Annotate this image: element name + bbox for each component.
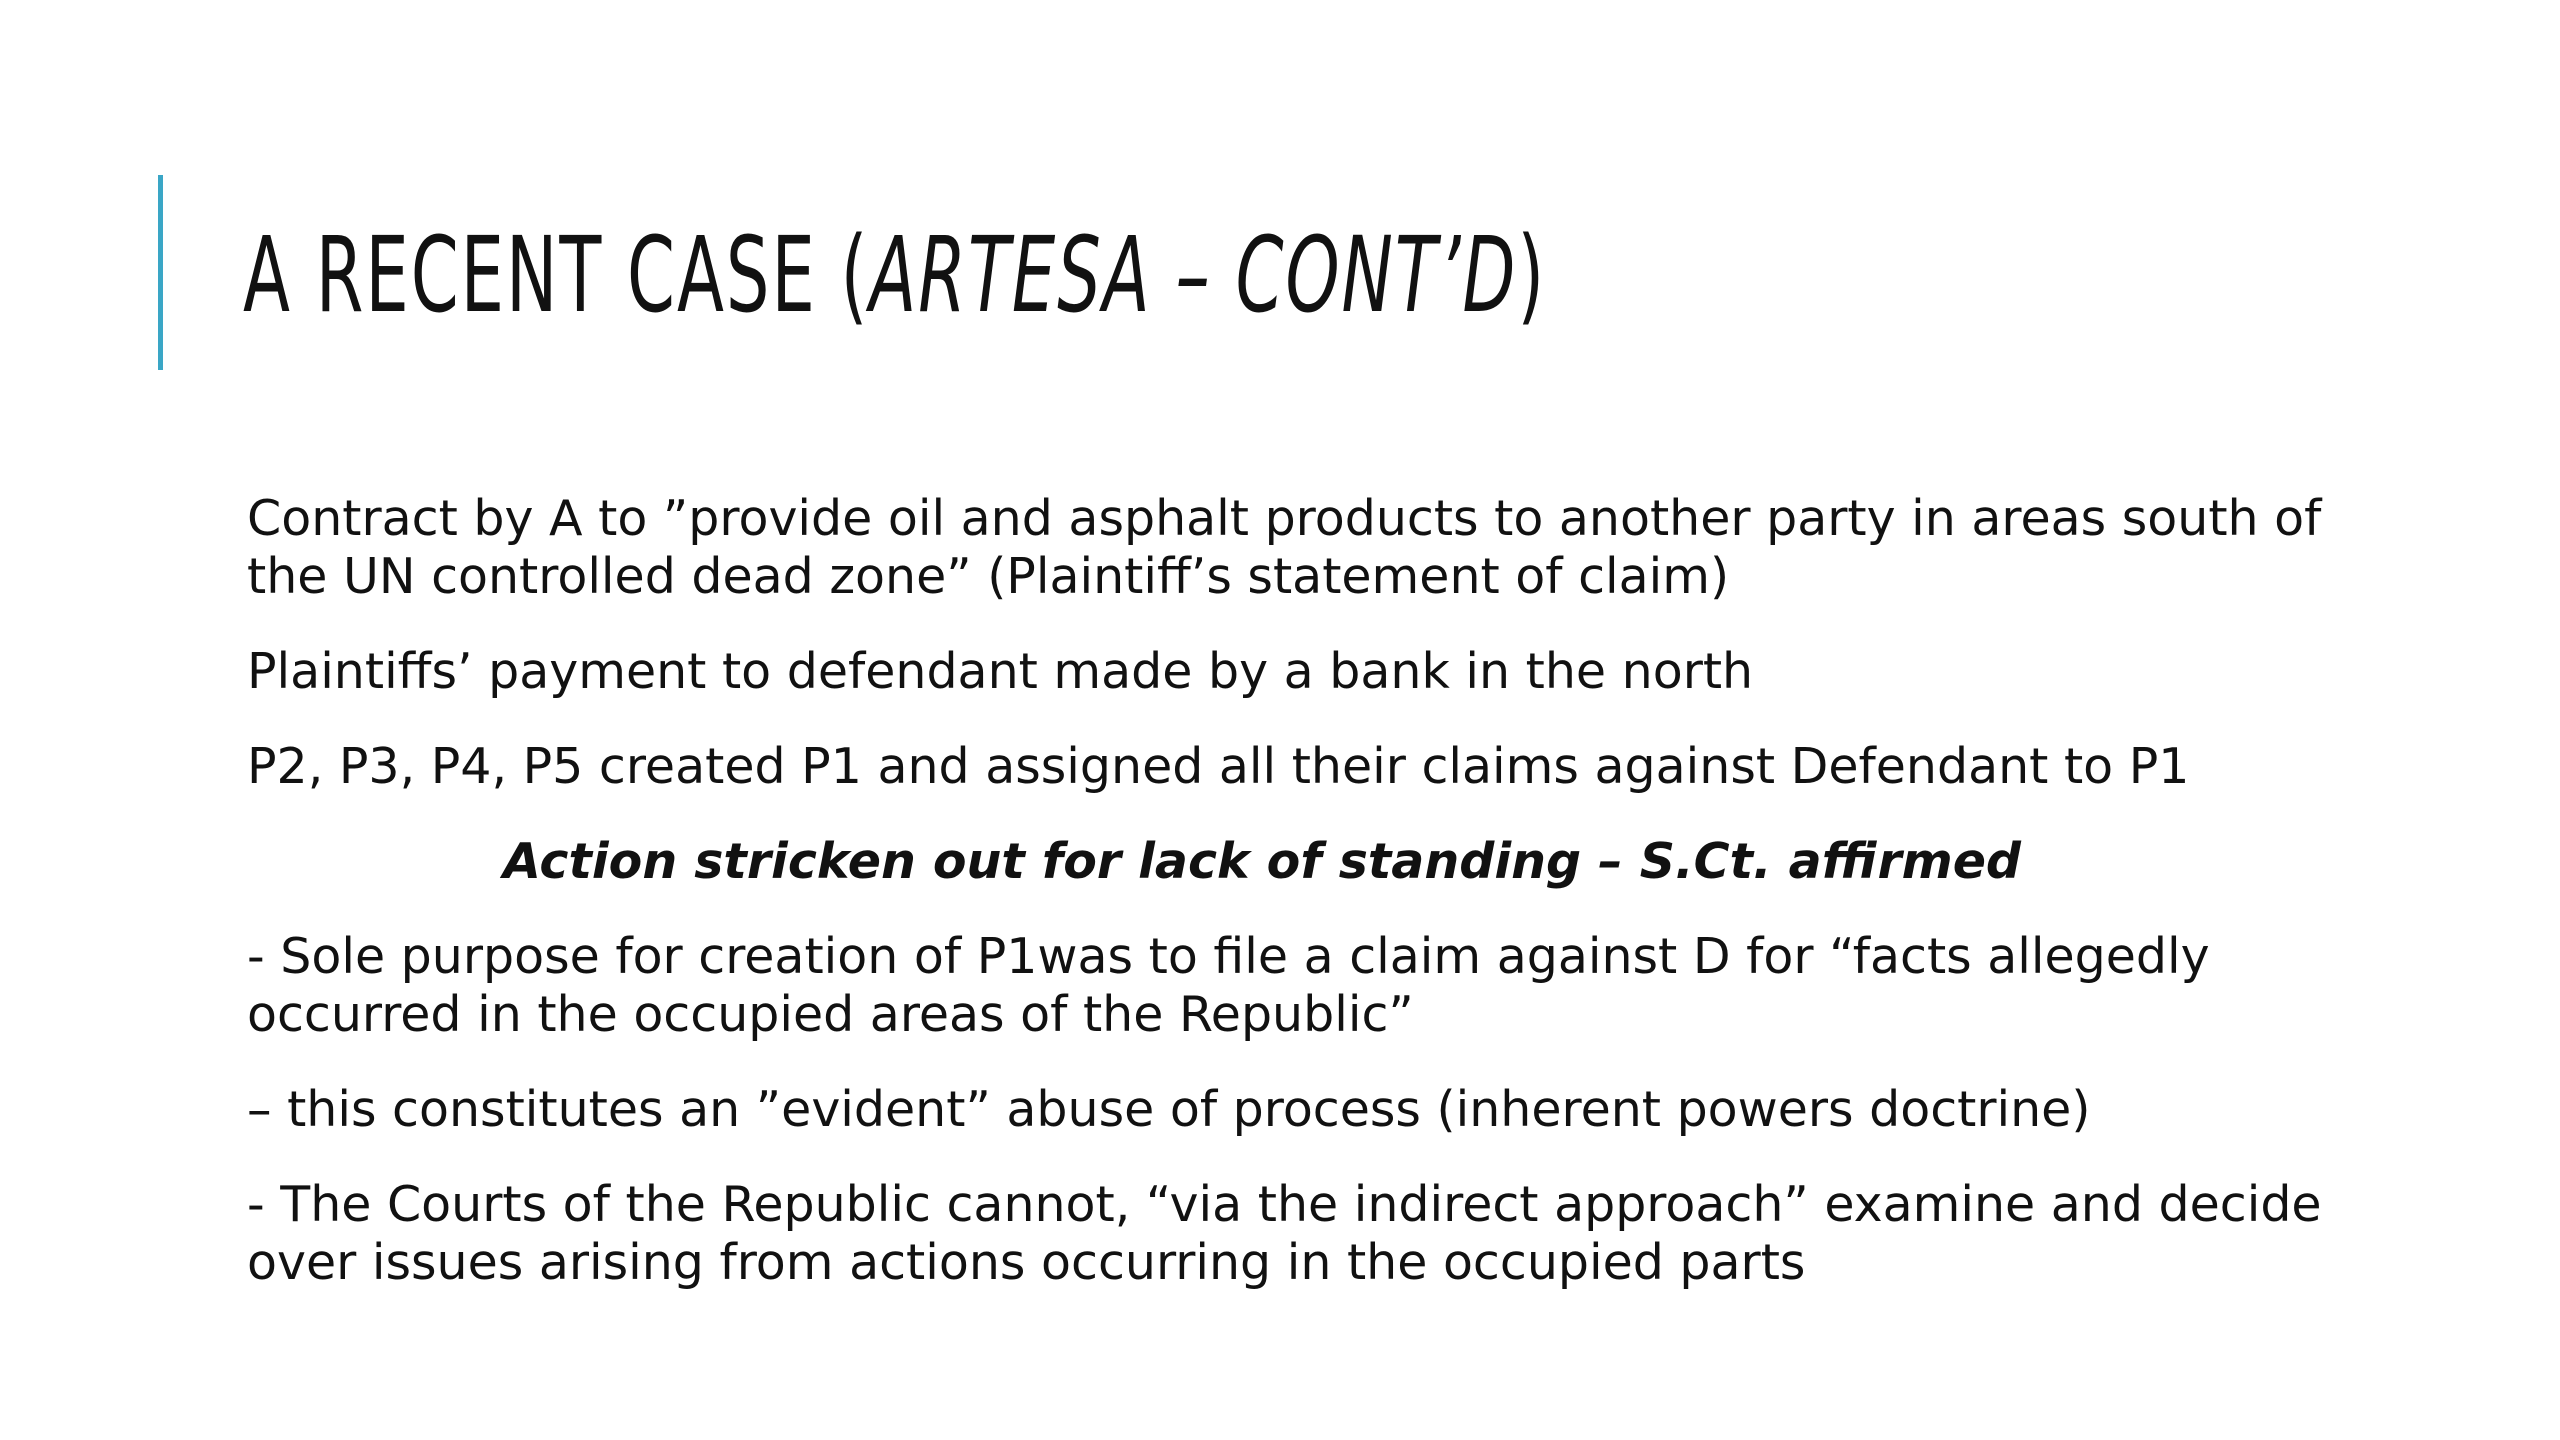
- paragraph-contract: [247, 490, 2327, 606]
- title-prefix: A RECENT CASE (: [243, 214, 870, 336]
- slide-body: [247, 490, 2327, 1329]
- text-line: P2, P3, P4, P5 created P1 and assigned all their claims against Defendant to P1: [247, 738, 2190, 795]
- text-line: Plaintiffs’ payment to defendant made by a bank in the north: [247, 643, 1754, 700]
- text-line: Action stricken out for lack of standing – S.Ct. affirmed: [502, 833, 2022, 890]
- paragraph-holding: [247, 833, 2277, 891]
- paragraph-sole-purpose: [247, 928, 2327, 1044]
- slide-title: [243, 205, 1546, 345]
- title-accent-bar: [158, 175, 163, 370]
- paragraph-assignment: [247, 738, 2327, 796]
- text-line: the UN controlled dead zone” (Plaintiff’s statement of claim): [247, 548, 1730, 605]
- text-line: - Sole purpose for creation of P1was to file a claim against D for “facts allegedly: [247, 928, 2210, 985]
- title-italic-case-name: ARTESA – CONT’D: [869, 214, 1518, 336]
- paragraph-courts: [247, 1176, 2327, 1292]
- title-suffix: ): [1517, 214, 1547, 336]
- paragraph-payment: [247, 643, 2327, 701]
- text-line: occurred in the occupied areas of the Republic”: [247, 986, 1414, 1043]
- text-line: - The Courts of the Republic cannot, “via the indirect approach” examine and decide: [247, 1176, 2322, 1233]
- text-line: over issues arising from actions occurring in the occupied parts: [247, 1234, 1806, 1291]
- text-line: Contract by A to ”provide oil and asphalt products to another party in areas south of: [247, 490, 2322, 547]
- paragraph-abuse-of-process: [247, 1081, 2327, 1139]
- text-line: – this constitutes an ”evident” abuse of process (inherent powers doctrine): [247, 1081, 2091, 1138]
